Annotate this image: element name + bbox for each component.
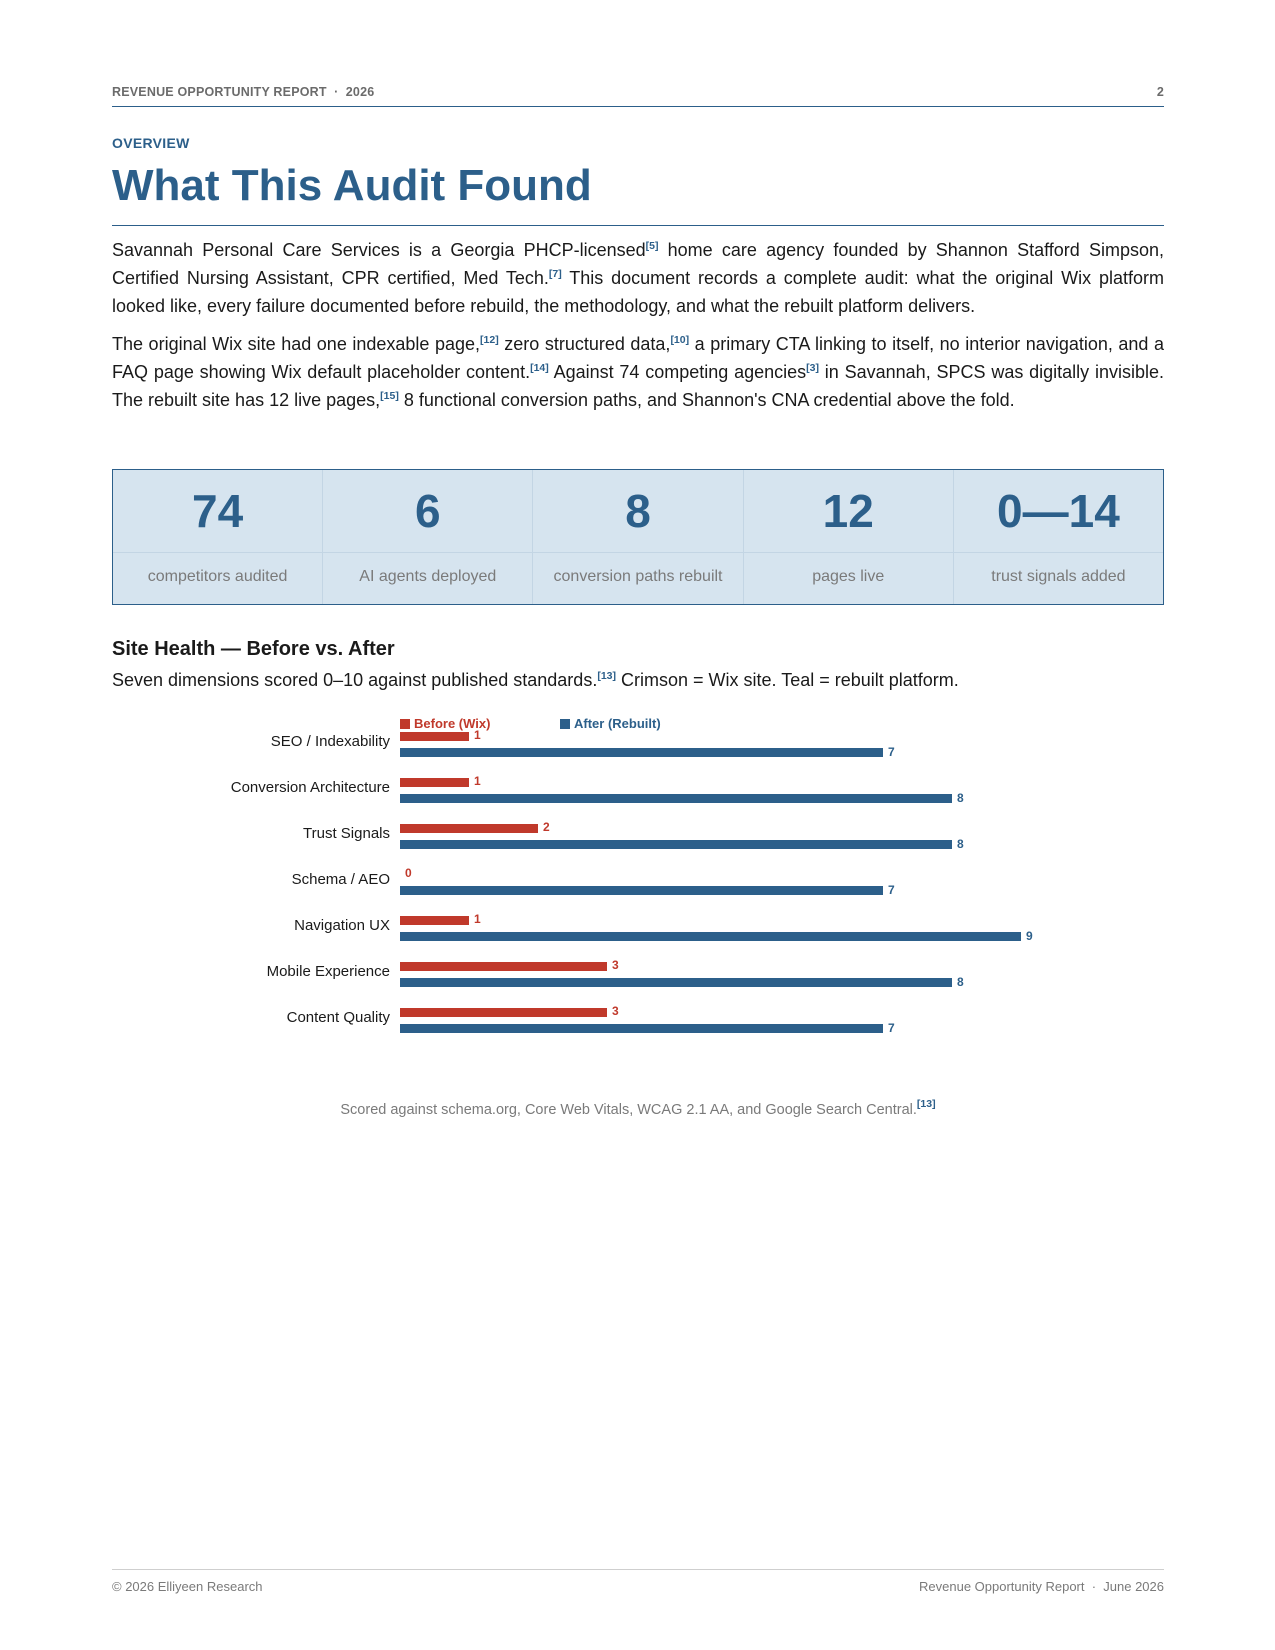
- stat-value: 6: [415, 485, 441, 537]
- stat-value: 0—14: [997, 485, 1120, 537]
- stat-trust-signals: [954, 470, 1163, 604]
- stat-value: 74: [192, 485, 244, 537]
- bar-before: [400, 778, 469, 787]
- bar-after: [400, 840, 952, 849]
- footer-report-info: Revenue Opportunity Report · June 2026: [919, 1579, 1164, 1594]
- category-label: Conversion Architecture: [230, 779, 390, 796]
- running-header: [112, 84, 1164, 107]
- chart-intro: Seven dimensions scored 0–10 against published standards.[13] Crimson = Wix site. Teal = rebuilt platform.: [112, 670, 959, 690]
- bar-after: [400, 748, 883, 757]
- findings-paragraph: The original Wix site had one indexable page,[12] zero structured data,[10] a primary CTA linking to itself, no interior navigation, and a FAQ page showing Wix default placeholder content.[14] Against 74 competing agencies[3] in Savannah, SPCS was digitally invisible. The rebuilt site has 12 live pages,[15] 8 functional conversion paths, and Shannon's CNA credential above the fold.: [112, 334, 1164, 410]
- bar-after-value: 8: [957, 837, 964, 851]
- citation-link[interactable]: [13]: [916, 1098, 936, 1110]
- bar-before-value: 3: [612, 1004, 619, 1018]
- copyright: © 2026 Elliyeen Research: [112, 1579, 263, 1594]
- page-footer: [112, 1569, 1164, 1600]
- report-header-title: REVENUE OPPORTUNITY REPORT · 2026: [112, 85, 375, 99]
- intro-paragraph: Savannah Personal Care Services is a Georgia PHCP-licensed[5] home care agency founded by Shannon Stafford Simpson, Certified Nursing Assistant, CPR certified, Med Tech.[7] This document records a complete audit: what the original Wix platform looked like, every failure documented before rebuild, the methodology, and what the rebuilt platform delivers.: [112, 240, 1165, 316]
- bar-after: [400, 932, 1021, 941]
- citation-link[interactable]: [5]: [645, 240, 659, 252]
- bar-before: [400, 1008, 607, 1017]
- citation-link[interactable]: [3]: [806, 362, 819, 374]
- section-eyebrow: OVERVIEW: [112, 135, 190, 151]
- category-label: Trust Signals: [303, 825, 390, 842]
- stat-competitors: [113, 470, 323, 604]
- bar-before-value: 1: [474, 728, 481, 742]
- page-number: 2: [1156, 85, 1164, 99]
- bar-before-value: 0: [405, 866, 412, 880]
- category-label: Schema / AEO: [291, 871, 390, 888]
- legend-after: After (Rebuilt): [574, 716, 661, 731]
- report-page: [112, 0, 1164, 1650]
- stat-label: pages live: [812, 568, 885, 585]
- stat-label: trust signals added: [991, 568, 1126, 585]
- bar-after-value: 9: [1026, 929, 1033, 943]
- citation-link[interactable]: [15]: [380, 390, 399, 402]
- bar-before-value: 3: [612, 958, 619, 972]
- bar-after-value: 7: [888, 745, 895, 759]
- bar-before: [400, 916, 469, 925]
- citation-link[interactable]: [13]: [597, 670, 617, 682]
- chart-title: Site Health — Before vs. After: [112, 638, 395, 660]
- stat-pages-live: [744, 470, 954, 604]
- bar-after-value: 8: [957, 975, 964, 989]
- category-label: Content Quality: [286, 1009, 390, 1026]
- citation-link[interactable]: [12]: [480, 334, 499, 346]
- category-label: SEO / Indexability: [270, 733, 390, 750]
- citation-link[interactable]: [10]: [670, 334, 690, 346]
- stats-panel: [112, 469, 1164, 605]
- legend-swatch-after: [560, 719, 570, 729]
- stat-conversion-paths: [533, 470, 743, 604]
- bar-before: [400, 732, 469, 741]
- stat-label: competitors audited: [147, 568, 288, 585]
- stat-ai-agents: [323, 470, 533, 604]
- chart-footnote: Scored against schema.org, Core Web Vitals, WCAG 2.1 AA, and Google Search Central.[13]: [340, 1098, 936, 1118]
- stat-label: conversion paths rebuilt: [553, 568, 723, 585]
- bar-after: [400, 1024, 883, 1033]
- stat-value: 12: [822, 485, 874, 537]
- site-health-chart: [112, 716, 1164, 1036]
- bar-before-value: 1: [474, 912, 481, 926]
- citation-link[interactable]: [7]: [548, 268, 562, 280]
- legend-before: Before (Wix): [414, 716, 491, 731]
- bar-after-value: 7: [888, 883, 895, 897]
- bar-after: [400, 978, 952, 987]
- stat-label: AI agents deployed: [359, 568, 497, 585]
- bar-after-value: 7: [888, 1021, 895, 1035]
- bar-before: [400, 824, 538, 833]
- bar-after-value: 8: [957, 791, 964, 805]
- stat-value: 8: [625, 485, 651, 537]
- title-divider: [112, 225, 1164, 226]
- bar-after: [400, 886, 883, 895]
- page-title: What This Audit Found: [112, 161, 592, 210]
- citation-link[interactable]: [14]: [530, 362, 549, 374]
- category-label: Navigation UX: [294, 917, 390, 934]
- category-label: Mobile Experience: [266, 963, 390, 980]
- bar-after: [400, 794, 952, 803]
- bar-before-value: 1: [474, 774, 481, 788]
- bar-before: [400, 962, 607, 971]
- bar-before-value: 2: [543, 820, 550, 834]
- legend-swatch-before: [400, 719, 410, 729]
